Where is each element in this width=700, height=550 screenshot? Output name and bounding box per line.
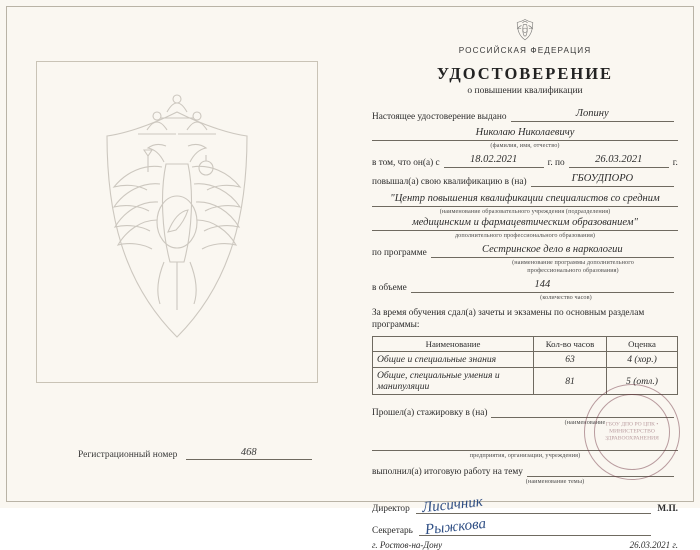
program-row (372, 244, 678, 258)
period-suffix-label: г. (672, 158, 678, 168)
issued-to-label: Настоящее удостоверение выдано (372, 112, 507, 122)
raised-qualification-label: повышал(а) свою квалификацию в (на) (372, 177, 527, 187)
program-value: Сестринское дело в наркологии (431, 244, 674, 258)
city-label: г. Ростов-на-Дону (372, 540, 443, 550)
director-label: Директор (372, 504, 410, 514)
row-grade: 4 (хор.) (607, 352, 678, 368)
exam-paragraph-line-2: программы: (372, 319, 420, 330)
internship-caption-bottom: предприятия, организации, учреждения) (469, 452, 581, 459)
fio-caption: (фамилия, имя, отчество) (490, 142, 560, 149)
period-from-value: 18.02.2021 (444, 154, 544, 168)
registration-number-row (78, 447, 318, 460)
period-prefix-label: в том, что он(а) с (372, 158, 440, 168)
certificate-form (372, 108, 678, 550)
row-name: Общие, специальные умения и манипуляции (373, 368, 534, 395)
issue-date: 26.03.2021 г. (629, 540, 678, 550)
secretary-row (372, 515, 678, 539)
program-label: по программе (372, 248, 427, 258)
period-row (372, 154, 678, 168)
document-subtitle: о повышении квалификации (467, 86, 583, 96)
stamp-text: ГБОУ ДПО РО ЦПК • МИНИСТЕРСТВО ЗДРАВООХРАНЕНИЯ (605, 421, 659, 442)
internship-label: Прошел(а) стажировку в (на) (372, 408, 488, 418)
organization-caption-2: дополнительного профессионального образования) (454, 232, 596, 239)
column-header-hours: Кол-во часов (534, 337, 607, 352)
secretary-label: Секретарь (372, 526, 413, 536)
organization-line-2: медицинским и фармацевтическим образованием" (372, 216, 678, 231)
internship-caption-top: (наименование (564, 419, 606, 426)
table-header-row (373, 337, 678, 352)
mp-label: М.П. (657, 504, 678, 514)
volume-value: 144 (411, 279, 674, 293)
issued-to-row (372, 108, 678, 122)
organization-caption-1: (наименование образовательного учреждения (подразделения) (439, 208, 611, 215)
raised-qualification-row (372, 173, 678, 187)
program-caption-1: (наименование программы дополнительного (512, 259, 634, 266)
registration-number-label: Регистрационный номер (78, 450, 178, 460)
raised-qualification-value: ГБОУДПОРО (531, 173, 674, 187)
signature-block (372, 493, 678, 550)
director-signature: Лисичник (421, 493, 484, 517)
volume-row (372, 279, 678, 293)
left-pane (6, 6, 350, 502)
organization-line-1: "Центр повышения квалификации специалистов со средним (372, 192, 678, 207)
row-hours: 81 (534, 368, 607, 395)
table-row (373, 352, 678, 368)
issued-to-value: Лопину (511, 108, 674, 122)
row-hours: 63 (534, 352, 607, 368)
program-caption-2: профессионального образования) (527, 267, 619, 274)
secretary-signature-line (419, 515, 651, 539)
exam-paragraph (372, 308, 678, 331)
name-line-2: Николаю Николаевичу (372, 126, 678, 141)
period-mid-label: г. по (547, 158, 565, 168)
period-to-value: 26.03.2021 (569, 154, 669, 168)
document-title: УДОСТОВЕРЕНИЕ (436, 64, 614, 83)
city-date-row (372, 540, 678, 550)
header-coat-of-arms-icon (372, 16, 678, 42)
volume-label: в объеме (372, 283, 407, 293)
coat-of-arms-watermark-icon (37, 62, 317, 382)
column-header-grade: Оценка (607, 337, 678, 352)
row-name: Общие и специальные знания (373, 352, 534, 368)
official-round-stamp (584, 384, 680, 480)
column-header-name: Наименование (373, 337, 534, 352)
country-name: РОССИЙСКАЯ ФЕДЕРАЦИЯ (458, 46, 592, 55)
row-grade: 5 (отл.) (607, 368, 678, 395)
exam-paragraph-line-1: За время обучения сдал(а) зачеты и экзамены по основным разделам (372, 308, 645, 318)
final-work-label: выполнил(а) итоговую работу на тему (372, 467, 523, 477)
right-pane (350, 6, 694, 550)
final-work-caption: (наименование темы) (525, 478, 585, 485)
volume-caption: (количество часов) (540, 294, 592, 301)
secretary-signature: Рыжкова (424, 515, 487, 539)
emblem-frame (36, 61, 318, 383)
registration-number-value: 468 (186, 447, 312, 460)
